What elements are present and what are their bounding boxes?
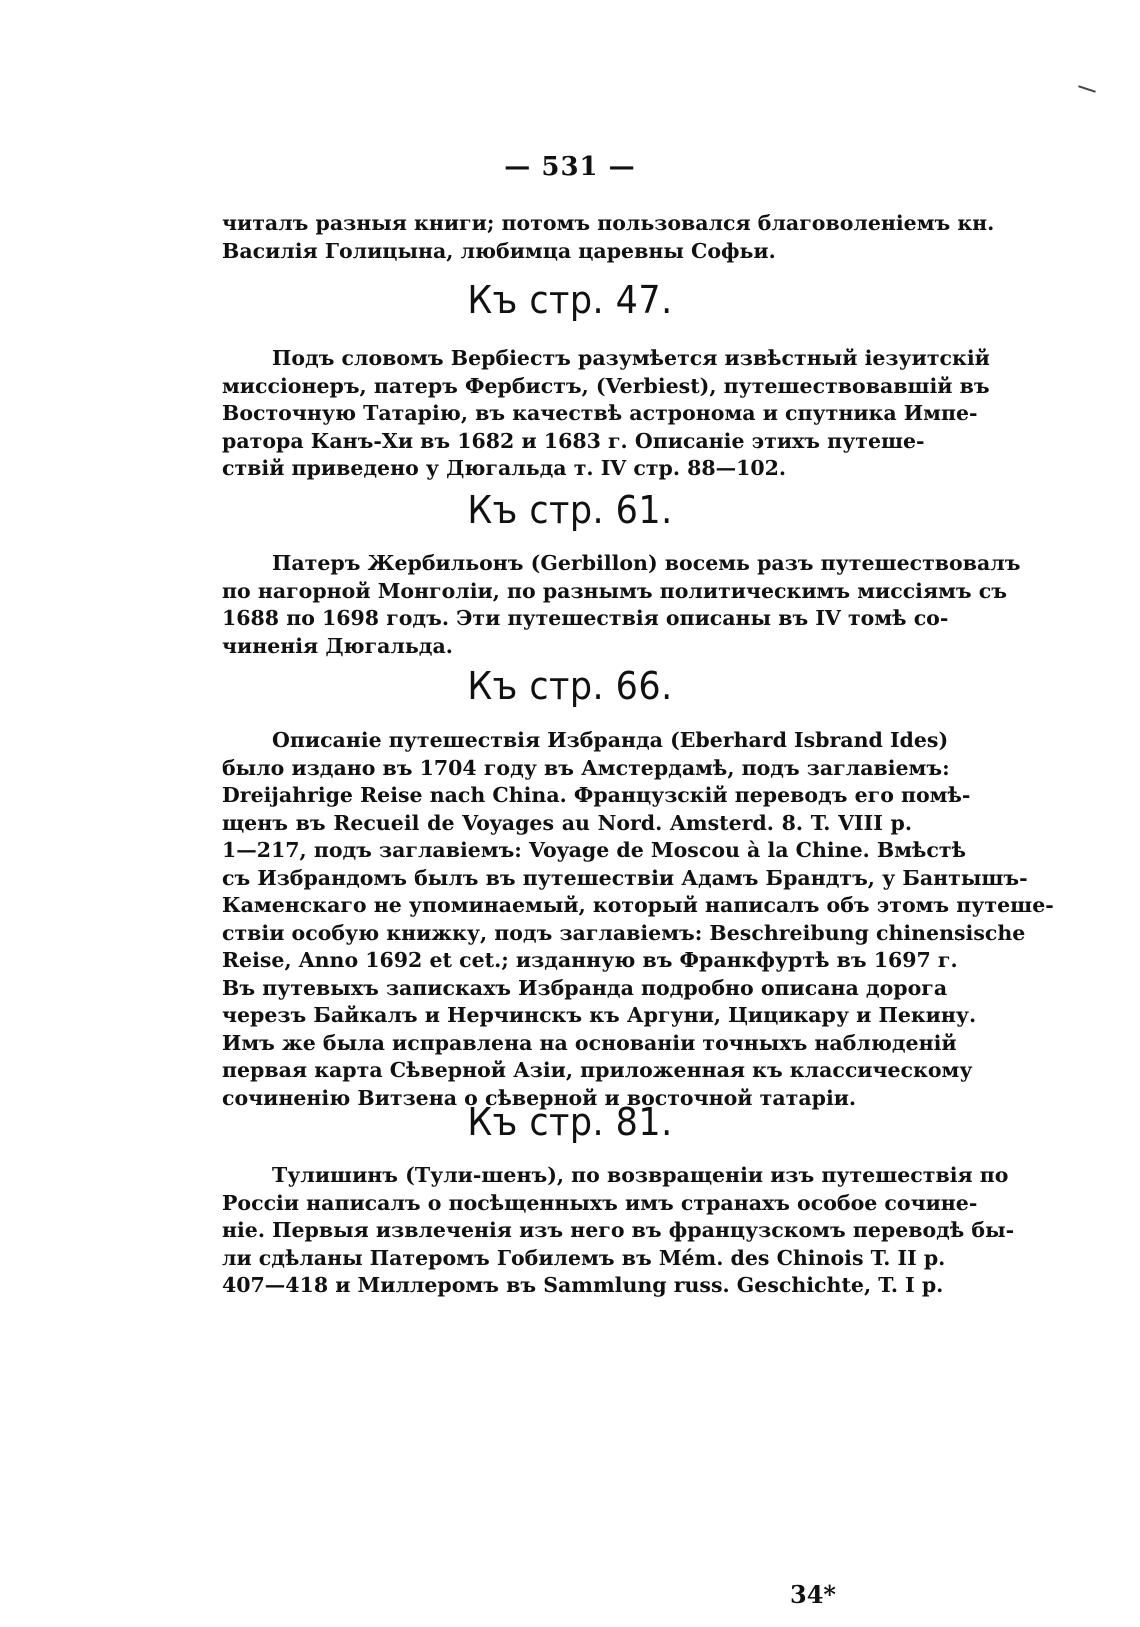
text-line: 407—418 и Миллеромъ въ Sammlung russ. Geschichte, T. I p.	[222, 1273, 944, 1297]
text-line: первая карта Сѣверной Азіи, приложенная къ классическому	[222, 1058, 973, 1082]
text-line: съ Избрандомъ былъ въ путешествіи Адамъ Брандтъ, у Бантышъ-	[222, 865, 1028, 890]
section-heading-61: Къ стр. 61.	[467, 488, 673, 532]
text-line: Въ путевыхъ запискахъ Избранда подробно описана дорога	[222, 975, 948, 1000]
text-line: ніе. Первыя извлеченія изъ него въ французскомъ переводѣ бы-	[222, 1218, 1015, 1242]
text-line: Россіи написалъ о посѣщенныхъ имъ странахъ особое сочине-	[222, 1190, 978, 1215]
text-line: Подъ словомъ Вербіестъ разумѣется извѣстный іезуитскій	[272, 346, 990, 370]
text-line: Василія Голицына, любимца царевны Софьи.	[222, 238, 776, 263]
text-line: по нагорной Монголіи, по разнымъ политическимъ миссіямъ съ	[222, 578, 1007, 603]
text-line: ли сдѣланы Патеромъ Гобилемъ въ Mém. des Chinois T. II p.	[222, 1245, 946, 1270]
text-line: Имъ же была исправлена на основаніи точныхъ наблюденій	[222, 1030, 957, 1055]
text-line: было издано въ 1704 году въ Амстердамѣ, подъ заглавіемъ:	[222, 755, 950, 780]
text-line: Патеръ Жербильонъ (Gerbillon) восемь разъ путешествовалъ	[272, 551, 1021, 575]
text-line: миссіонеръ, патеръ Фербистъ, (Verbiest), путешествовавшій въ	[222, 373, 990, 398]
section-61-paragraph	[222, 550, 1021, 660]
text-line: ратора Канъ-Хи въ 1682 и 1683 г. Описаніе этихъ путеше-	[222, 428, 925, 453]
section-66-paragraph	[222, 727, 1054, 1112]
text-line: 1688 по 1698 годъ. Эти путешествія описаны въ IV томѣ со-	[222, 606, 949, 630]
section-heading-66: Къ стр. 66.	[467, 664, 673, 708]
text-line: черезъ Байкалъ и Нерчинскъ къ Аргуни, Цицикару и Пекину.	[222, 1003, 977, 1027]
text-line: Восточную Татарію, въ качествѣ астронома и спутника Импе-	[222, 401, 978, 425]
text-line: Описаніе путешествія Избранда (Eberhard Isbrand Ides)	[272, 728, 949, 752]
text-line: сочиненію Витзена о сѣверной и восточной татаріи.	[222, 1085, 857, 1110]
intro-paragraph	[222, 210, 995, 265]
section-heading-81: Къ стр. 81.	[467, 1100, 673, 1144]
page-number: — 531 —	[504, 152, 636, 182]
text-line: ствій приведено у Дюгальда т. IV стр. 88—102.	[222, 456, 787, 480]
text-line: Тулишинъ (Тули-шенъ), по возвращеніи изъ путешествія по	[272, 1163, 1009, 1187]
text-line: Каменскаго не упоминаемый, который написалъ объ этомъ путеше-	[222, 893, 1054, 917]
text-line: щенъ въ Recueil de Voyages au Nord. Amsterd. 8. T. VIII p.	[222, 810, 912, 835]
text-line: 1—217, подъ заглавіемъ: Voyage de Moscou à la Chine. Вмѣстѣ	[222, 838, 967, 862]
scan-mark	[1078, 85, 1096, 92]
section-47-paragraph	[222, 345, 990, 483]
text-line: Reise, Anno 1692 et cet.; изданную въ Франкфуртѣ въ 1697 г.	[222, 948, 958, 972]
section-81-paragraph	[222, 1162, 1015, 1300]
section-heading-47: Къ стр. 47.	[467, 278, 673, 322]
text-line: ствіи особую книжку, подъ заглавіемъ: Beschreibung chinensische	[222, 920, 1026, 945]
text-line: Dreijahrige Reise nach China. Французскій переводъ его помѣ-	[222, 783, 971, 807]
text-line: чиненія Дюгальда.	[222, 633, 453, 658]
text-line: читалъ разныя книги; потомъ пользовался благоволеніемъ кн.	[222, 211, 995, 235]
signature-mark: 34*	[790, 1580, 836, 1609]
